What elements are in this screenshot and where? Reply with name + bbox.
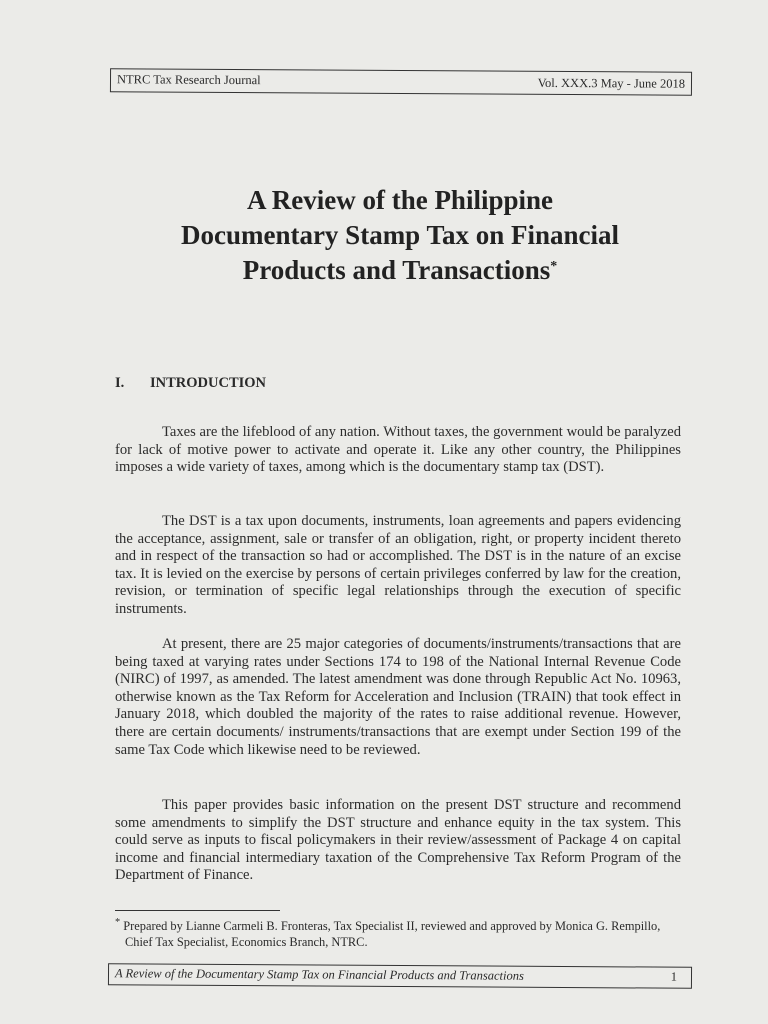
title-line-3: Products and Transactions*	[242, 255, 558, 285]
section-number: I.	[115, 375, 125, 391]
running-header	[110, 68, 692, 96]
footer-title: A Review of the Documentary Stamp Tax on Financial Products and Transactions	[114, 966, 524, 983]
footnote-marker: *	[115, 917, 121, 928]
running-footer	[108, 963, 692, 989]
paragraph-2: The DST is a tax upon documents, instruments, loan agreements and papers evidencing the acceptance, assignment, sale or transfer of an obligation, right, or property incident thereto and in respect of the transaction so had or accomplished. The DST is in the nature of an excise tax. It is levied on the exercise by persons of certain privileges conferred by law for the creation, revision, or termination of specific legal relationships through the execution of specific instruments.	[115, 513, 681, 617]
journal-name: NTRC Tax Research Journal	[116, 72, 261, 88]
page-number: 1	[670, 969, 678, 984]
volume-issue: Vol. XXX.3 May - June 2018	[537, 75, 686, 91]
title-line-2: Documentary Stamp Tax on Financial	[180, 220, 620, 250]
footnote-line-2: Chief Tax Specialist, Economics Branch, NTRC.	[125, 935, 368, 950]
paragraph-4: This paper provides basic information on the present DST structure and recommend some amendments to simplify the DST structure and enhance equity in the tax system. This could serve as inputs to fiscal policymakers in their review/assessment of Package 4 on capital income and financial intermediary taxation of the Comprehensive Tax Reform Program of the Department of Finance.	[115, 797, 681, 884]
title-line-1: A Review of the Philippine	[246, 185, 553, 215]
paragraph-3: At present, there are 25 major categories of documents/instruments/transactions that are being taxed at varying rates under Sections 174 to 198 of the National Internal Revenue Code (NIRC) of 1997, as amended. The latest amendment was done through Republic Act No. 10963, otherwise known as the Tax Reform for Acceleration and Inclusion (TRAIN) that took effect in January 2018, which doubled the majority of the rates to raise additional revenue. However, there are certain documents/ instruments/transactions that are exempt under Section 199 of the same Tax Code which likewise need to be reviewed.	[115, 636, 681, 758]
paragraph-1: Taxes are the lifeblood of any nation. Without taxes, the government would be paralyzed for lack of motive power to activate and operate it. Like any other country, the Philippines imposes a wide variety of taxes, among which is the documentary stamp tax (DST).	[115, 424, 681, 476]
section-title: INTRODUCTION	[150, 375, 267, 391]
title-footnote-marker: *	[550, 259, 558, 274]
section-heading	[115, 375, 266, 392]
footnote-divider	[115, 910, 280, 911]
footnote	[115, 915, 685, 950]
footnote-line-1: Prepared by Lianne Carmeli B. Fronteras, Tax Specialist II, reviewed and approved by Monica G. Rempillo,	[123, 919, 661, 934]
paper-title	[100, 183, 700, 288]
